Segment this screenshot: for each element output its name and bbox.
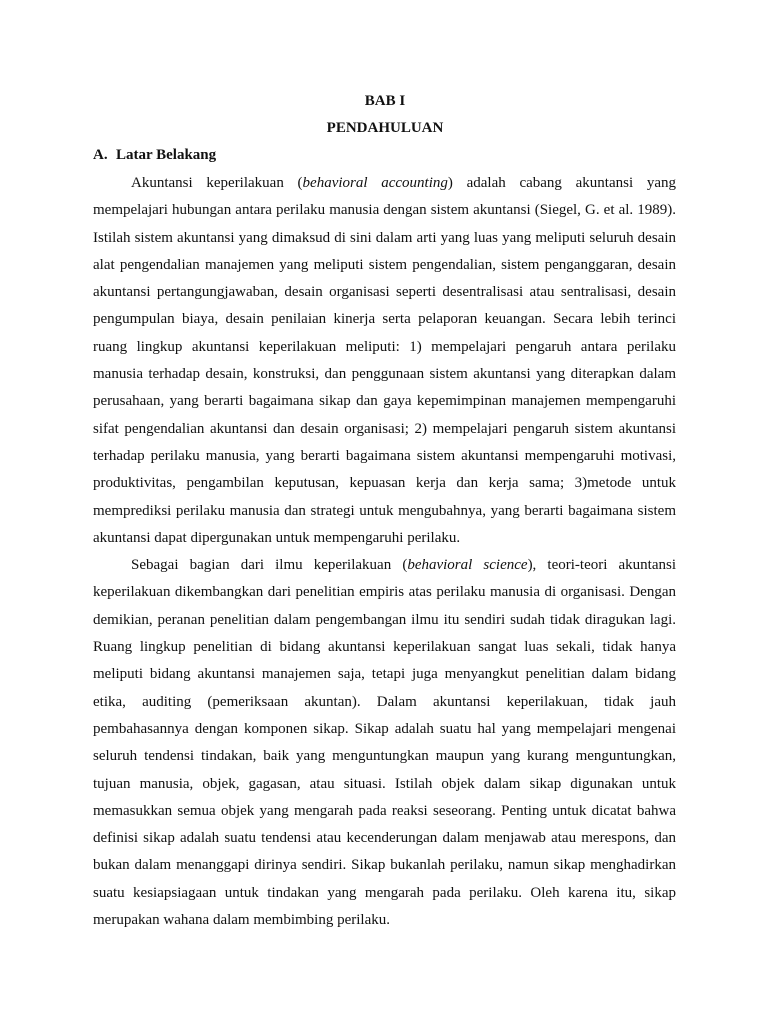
paragraph-2-text-start: Sebagai bagian dari ilmu keperilakuan ( [131,557,408,574]
section-marker: A. [93,147,108,163]
body-text [93,170,676,934]
paragraph-1-term: behavioral accounting [302,175,448,191]
paragraph-2-term: behavioral science [407,557,528,574]
chapter-title: PENDAHULUAN [326,120,444,136]
paragraph-1-text-end: ) adalah cabang akuntansi yang mempelajari hubungan antara perilaku manusia dengan sistem akuntansi (Siegel, G. et al. 1989). Istilah sistem akuntansi yang dimaksud di sini dalam arti yang luas yang meliputi seluruh desain alat pengendalian manajemen yang meliputi sistem pengendalian, sistem penganggaran, desain akuntansi pertangungjawaban, desain organisasi seperti desentralisasi atau sentralisasi, desain pengumpulan biaya, desain penilaian kinerja serta pelaporan keuangan. Secara lebih terinci ruang lingkup akuntansi keperilakuan meliputi: 1) mempelajari pengaruh antara perilaku manusia terhadap desain, konstruksi, dan penggunaan sistem akuntansi yang diterapkan dalam perusahaan, yang berarti bagaimana sikap dan gaya kepemimpinan manajemen mempengaruhi sifat pengendalian akuntansi dan desain organisasi; 2) mempelajari pengaruh sistem akuntansi terhadap perilaku manusia, yang berarti bagaimana sistem akuntansi mempengaruhi motivasi, produktivitas, pengambilan keputusan, kepuasan kerja dan kerja sama; 3)metode untuk memprediksi perilaku manusia dan strategi untuk mengubahnya, yang berarti bagaimana sistem akuntansi dapat dipergunakan untuk mempengaruhi perilaku. [93,175,676,546]
paragraph-1-text-start: Akuntansi keperilakuan ( [131,175,303,191]
paragraph-2-text-end: ), teori-teori akuntansi keperilakuan dikembangkan dari penelitian empiris atas perilaku manusia di organisasi. Dengan demikian, peranan penelitian dalam pengembangan ilmu itu sendiri sudah tidak diragukan lagi. Ruang lingkup penelitian di bidang akuntansi keperilakuan sangat luas sekali, tidak hanya meliputi bidang akuntansi manajemen saja, tetapi juga menyangkut penelitian dalam bidang etika, auditing (pemeriksaan akuntan). Dalam akuntansi keperilakuan, tidak jauh pembahasannya dengan komponen sikap. Sikap adalah suatu hal yang mempelajari mengenai seluruh tendensi tindakan, baik yang menguntungkan maupun yang kurang menguntungkan, tujuan manusia, objek, gagasan, atau situasi. Istilah objek dalam sikap digunakan untuk memasukkan semua objek yang mengarah pada reaksi seseorang. Penting untuk dicatat bahwa definisi sikap adalah suatu tendensi atau kecenderungan dalam menjawab atau merespons, dan bukan dalam menanggapi dirinya sendiri. Sikap bukanlah perilaku, namun sikap menghadirkan suatu kesiapsiagaan untuk tindakan yang mengarah pada perilaku. Oleh karena itu, sikap merupakan wahana dalam membimbing perilaku. [93,557,676,929]
section-title: Latar Belakang [116,147,217,163]
paragraph-2 [93,552,676,934]
chapter-number: BAB I [364,93,406,109]
paragraph-1 [93,170,676,552]
section-heading [93,147,216,164]
